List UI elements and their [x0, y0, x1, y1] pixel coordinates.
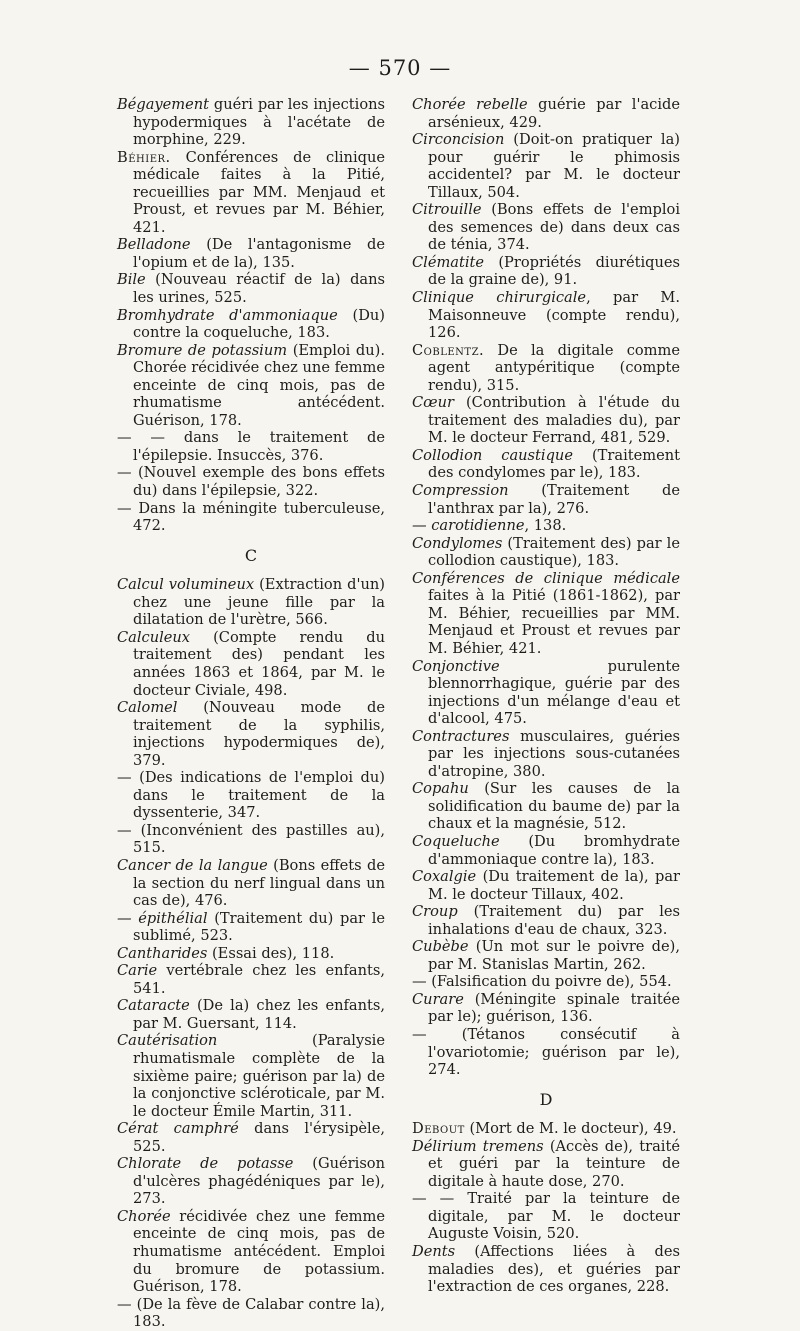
- index-entry: [412, 254, 680, 289]
- index-entry: [117, 464, 385, 499]
- index-term: Coxalgie: [412, 868, 477, 886]
- index-entry: [117, 1296, 385, 1331]
- index-text: (Propriétés diurétiques de la graine de), 91.: [428, 253, 680, 289]
- index-text: — (Falsification du poivre de), 554.: [412, 973, 672, 991]
- index-text: — Dans la méningite tuberculeuse, 472.: [117, 499, 385, 535]
- index-entry: [117, 769, 385, 822]
- index-entry: [117, 96, 385, 149]
- index-entry: [412, 394, 680, 447]
- index-entry: [117, 962, 385, 997]
- index-text: (De l'antagonisme de l'opium et de la), 135.: [133, 236, 385, 271]
- index-entry: [117, 576, 385, 629]
- index-entry: [412, 780, 680, 833]
- index-term: — carotidienne: [412, 517, 525, 535]
- index-text: (Du bromhydrate d'ammoniaque contre la), 183.: [428, 832, 680, 868]
- index-term: Belladone: [117, 236, 191, 254]
- index-entry: [412, 1138, 680, 1191]
- index-text: faites à la Pitié (1861-1862), par M. Béhier, recueillies par MM. Menjaud et Proust et revues par M. Béhier, 421.: [428, 587, 680, 657]
- index-text: — (Tétanos consécutif à l'ovariotomie; guérison par le), 274.: [412, 1025, 680, 1079]
- index-text: — (Des indications de l'emploi du) dans le traitement de la dyssenterie, 347.: [117, 769, 385, 822]
- index-term: Conférences de clinique médicale: [412, 569, 680, 587]
- index-term: Contractures: [412, 727, 510, 745]
- index-text: — (Nouvel exemple des bons effets du) dans l'épilepsie, 322.: [117, 464, 385, 500]
- index-text: guéri par les injections hypodermiques à l'acétate de morphine, 229.: [133, 96, 385, 149]
- index-text: (Contribution à l'étude du traitement des maladies du), par M. le docteur Ferrand, 481, 529.: [428, 394, 680, 447]
- index-entry: [412, 1120, 680, 1138]
- right-column: [412, 96, 680, 1296]
- index-entry: [117, 149, 385, 237]
- index-text: (Affections liées à des maladies des), et guéries par l'extraction de ces organes, 228.: [428, 1243, 680, 1296]
- index-entry: [117, 429, 385, 464]
- index-text: (Doit-on pratiquer la) pour guérir le phimosis accidentel? par M. le docteur Tillaux, 504.: [428, 131, 680, 201]
- index-term: Compression: [412, 482, 509, 500]
- index-term: Circoncision: [412, 131, 505, 149]
- index-term: Debout: [412, 1120, 465, 1138]
- index-text: — (Inconvénient des pastilles au), 515.: [117, 821, 385, 857]
- index-term: Chorée rebelle: [412, 96, 528, 113]
- index-entry: [412, 447, 680, 482]
- index-term: Curare: [412, 990, 464, 1008]
- index-text: (Mort de M. le docteur), 49.: [464, 1120, 677, 1138]
- index-text: (Bons effets de l'emploi des semences de) dans deux cas de ténia, 374.: [428, 201, 680, 254]
- page-number: — 570 —: [348, 56, 452, 80]
- index-term: Coqueluche: [412, 832, 500, 850]
- index-text: (Traitement du) par les inhalations d'eau de chaux, 323.: [428, 903, 680, 938]
- index-term: Cataracte: [117, 997, 190, 1015]
- index-term: Béhier.: [117, 148, 171, 166]
- index-term: Chorée: [117, 1207, 171, 1225]
- index-text: (De la) chez les enfants, par M. Guersant, 114.: [133, 997, 385, 1032]
- index-term: Bile: [117, 271, 146, 289]
- index-term: Cantharides: [117, 944, 208, 962]
- index-term: Carie: [117, 962, 158, 980]
- index-text: guérie par l'acide arsénieux, 429.: [428, 96, 680, 131]
- index-text: récidivée chez une femme enceinte de cinq mois, pas de rhumatisme antécédent. Emploi du bromure de potassium. Guérison, 178.: [133, 1207, 385, 1296]
- index-term: Calomel: [117, 699, 178, 717]
- index-text: (Du) contre la coqueluche, 183.: [133, 306, 385, 342]
- index-term: Cancer de la langue: [117, 856, 268, 874]
- index-entry: [412, 289, 680, 342]
- index-entry: [412, 973, 680, 991]
- index-entry: [412, 991, 680, 1026]
- index-term: Copahu: [412, 780, 469, 798]
- index-entry: [412, 903, 680, 938]
- index-text: (Traitement de l'anthrax par la), 276.: [428, 482, 680, 517]
- index-entry: [412, 131, 680, 201]
- index-entry: [117, 1120, 385, 1155]
- index-entry: [412, 728, 680, 781]
- index-text: purulente blennorrhagique, guérie par des injections d'un mélange d'eau et d'alcool, 475.: [428, 657, 680, 728]
- index-entry: [412, 1190, 680, 1243]
- section-letter: D: [539, 1089, 553, 1109]
- index-text: (Du traitement de la), par M. le docteur Tillaux, 402.: [428, 868, 680, 903]
- index-text: Conférences de clinique médicale faites à la Pitié, recueillies par MM. Menjaud et Proust, et revues par M. Béhier, 421.: [133, 148, 385, 236]
- index-term: Bégayement: [117, 96, 210, 113]
- index-term: Clinique chirurgicale: [412, 289, 587, 307]
- index-text: (Traitement du) par le sublimé, 523.: [133, 909, 386, 945]
- index-entry: [117, 997, 385, 1032]
- index-entry: [117, 236, 385, 271]
- index-entry: [117, 945, 385, 963]
- index-entry: [412, 570, 680, 658]
- index-entry: [117, 1032, 385, 1120]
- index-text: musculaires, guéries par les injections sous-cutanées d'atropine, 380.: [428, 727, 680, 780]
- index-text: (Traitement des condylomes par le), 183.: [428, 446, 680, 482]
- index-text: vertébrale chez les enfants, 541.: [133, 962, 385, 997]
- index-entry: [412, 938, 680, 973]
- index-entry: [117, 1208, 385, 1296]
- index-entry: [117, 699, 385, 769]
- index-term: Coblentz.: [412, 341, 485, 359]
- index-text: (Extraction d'un) chez une jeune fille par la dilatation de l'urètre, 566.: [133, 576, 385, 629]
- index-text: (Essai des), 118.: [207, 944, 335, 962]
- index-text: De la digitale comme agent antypéritique (compte rendu), 315.: [428, 341, 680, 394]
- index-text: (Emploi du). Chorée récidivée chez une femme enceinte de cinq mois, pas de rhumatisme antécédent. Guérison, 178.: [133, 341, 386, 429]
- index-text: , par M. Maisonneuve (compte rendu), 126.: [428, 289, 680, 342]
- index-term: Collodion caustique: [412, 446, 573, 464]
- index-entry: [117, 342, 385, 430]
- index-entry: [412, 517, 680, 535]
- index-term: Cautérisation: [117, 1032, 218, 1050]
- index-entry: [412, 658, 680, 728]
- index-entry: [117, 857, 385, 910]
- index-text: (Sur les causes de la solidification du baume de) par la chaux et la magnésie, 512.: [428, 780, 680, 833]
- index-entry: [412, 1243, 680, 1296]
- index-entry: [412, 96, 680, 131]
- index-term: Calcul volumineux: [117, 576, 255, 594]
- index-entry: [412, 535, 680, 570]
- index-entry: [412, 201, 680, 254]
- index-term: Condylomes: [412, 534, 503, 552]
- index-entry: [412, 1026, 680, 1079]
- index-term: Délirium tremens: [412, 1137, 544, 1155]
- index-entry: [117, 271, 385, 306]
- index-term: Dents: [412, 1243, 456, 1260]
- index-text: dans l'érysipèle, 525.: [133, 1120, 385, 1155]
- index-entry: [117, 307, 385, 342]
- index-term: Bromure de potassium: [117, 341, 288, 359]
- index-term: Conjonctive: [412, 657, 500, 675]
- index-text: (Accès de), traité et guéri par la teinture de digitale à haute dose, 270.: [428, 1137, 680, 1190]
- index-term: Calculeux: [117, 628, 191, 646]
- index-entry: [412, 482, 680, 517]
- index-text: — — dans le traitement de l'épilepsie. Insuccès, 376.: [117, 429, 385, 464]
- index-text: (Nouveau réactif de la) dans les urines, 525.: [133, 271, 385, 307]
- index-term: Cœur: [412, 394, 454, 412]
- index-term: Chlorate de potasse: [117, 1155, 294, 1173]
- index-entry: [117, 629, 385, 699]
- index-term: Clématite: [412, 253, 485, 271]
- index-entry: [117, 500, 385, 535]
- index-text: — (De la fève de Calabar contre la), 183.: [117, 1295, 385, 1331]
- index-text: (Traitement des) par le collodion caustique), 183.: [428, 534, 680, 570]
- index-entry: [117, 1155, 385, 1208]
- index-text: , 138.: [524, 517, 567, 535]
- index-term: Cérat camphré: [117, 1120, 239, 1138]
- index-text: (Bons effets de la section du nerf lingual dans un cas de), 476.: [133, 856, 385, 910]
- index-entry: [412, 342, 680, 395]
- index-term: — épithélial: [117, 909, 208, 927]
- index-term: Bromhydrate d'ammoniaque: [117, 306, 338, 324]
- index-text: (Paralysie rhumatismale complète de la sixième paire; guérison par la) de la conjonctive scléroticale, par M. le docteur Émile Martin, 311.: [133, 1032, 385, 1120]
- index-text: (Un mot sur le poivre de), par M. Stanislas Martin, 262.: [428, 938, 680, 973]
- index-text: (Méningite spinale traitée par le); guérison, 136.: [428, 990, 680, 1026]
- index-text: — — Traité par la teinture de digitale, par M. le docteur Auguste Voisin, 520.: [412, 1190, 680, 1243]
- index-entry: [412, 833, 680, 868]
- index-text: (Nouveau mode de traitement de la syphilis, injections hypodermiques de), 379.: [133, 699, 385, 769]
- section-letter: C: [244, 545, 258, 565]
- index-text: (Guérison d'ulcères phagédéniques par le), 273.: [133, 1155, 385, 1208]
- index-term: Croup: [412, 903, 458, 921]
- index-term: Citrouille: [412, 201, 482, 219]
- index-entry: [117, 910, 385, 945]
- index-entry: [117, 822, 385, 857]
- left-column: [117, 96, 385, 1331]
- index-text: (Compte rendu du traitement des) pendant les années 1863 et 1864, par M. le docteur Civiale, 498.: [133, 628, 385, 699]
- index-entry: [412, 868, 680, 903]
- index-term: Cubèbe: [412, 938, 469, 956]
